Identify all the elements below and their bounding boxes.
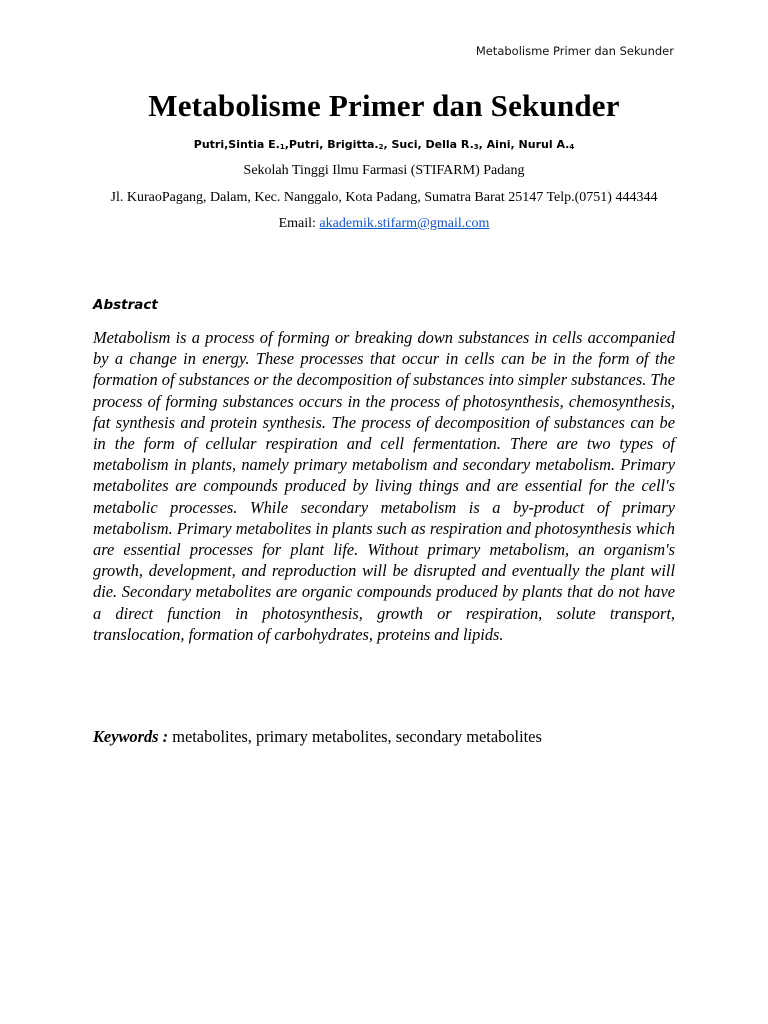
author-name: Suci, Della R.	[391, 138, 474, 151]
author-list: Putri,Sintia $E._1,Putri$, $Brigitta._2$, Suci, Della $R._3$, Aini, Nurul $A._4$	[193, 138, 575, 151]
author-name: Putri,Sintia E.	[193, 138, 280, 151]
abstract-heading: Abstract	[93, 297, 158, 313]
paper-title: Metabolisme Primer dan Sekunder	[148, 88, 620, 123]
keywords-line	[93, 727, 542, 747]
author-affiliation-number: 2	[378, 143, 384, 151]
author-name: Aini, Nurul A.	[486, 138, 570, 151]
running-header: Metabolisme Primer dan Sekunder	[475, 44, 674, 58]
author-affiliation-number: 1	[279, 143, 285, 151]
address: Jl. KuraoPagang, Dalam, Kec. Nanggalo, Kota Padang, Sumatra Barat 25147 Telp.(0751) 444344	[110, 190, 658, 205]
author-affiliation-number: 4	[569, 143, 575, 151]
abstract-text: Metabolism is a process of forming or breaking down substances in cells accompanied by a change in energy. These processes that occur in cells can be in the form of the formation of substances or the decomposition of substances into simpler substances. The process of forming substances occurs in the process of photosynthesis, chemosynthesis, fat synthesis and protein synthesis. The process of decomposition of substances can be in the form of cellular respiration and cell fermentation. There are two types of metabolism in plants, namely primary metabolism and secondary metabolism. Primary metabolites are compounds produced by living things and are essential for the cell's metabolic processes. While secondary metabolism is a by-product of primary metabolism. Primary metabolites in plants such as respiration and photosynthesis which are essential processes for plant life. Without primary metabolism, an organism's growth, development, and reproduction will be disrupted and eventually the plant will die. Secondary metabolites are organic compounds produced by plants that do not have a direct function in photosynthesis, growth or respiration, solute transport, translocation, formation of carbohydrates, proteins and lipids.	[93, 328, 675, 644]
email-line	[0, 216, 768, 232]
email-link[interactable]: akademik.stifarm@gmail.com	[319, 216, 490, 231]
email-label: Email:	[278, 216, 316, 231]
author-name: Putri, Brigitta.	[288, 138, 379, 151]
keywords-text: metabolites, primary metabolites, secondary metabolites	[172, 727, 542, 746]
author-affiliation-number: 3	[473, 143, 479, 151]
keywords-label: Keywords :	[93, 727, 169, 746]
institution: Sekolah Tinggi Ilmu Farmasi (STIFARM) Padang	[243, 163, 525, 178]
